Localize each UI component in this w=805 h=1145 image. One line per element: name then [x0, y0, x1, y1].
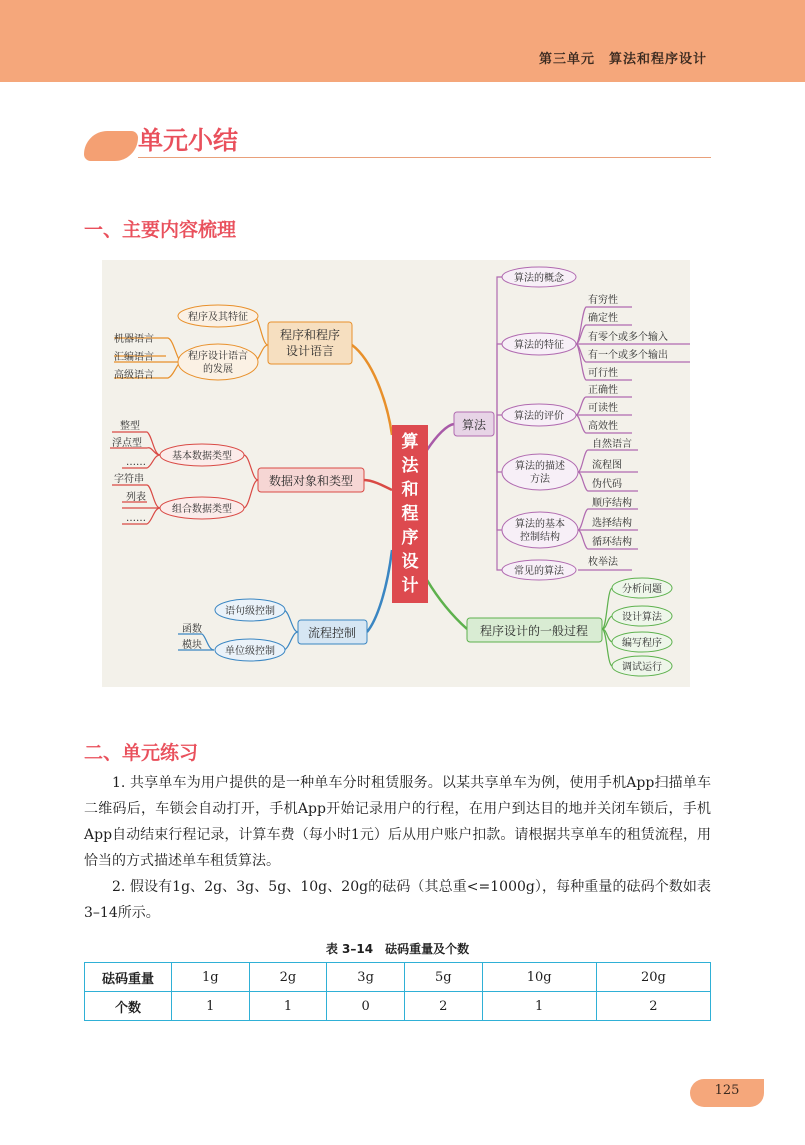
header-band — [0, 0, 805, 82]
link-language-program — [254, 316, 268, 345]
common-item: 枚举法 — [588, 557, 618, 568]
basic-item-1: 整型 — [120, 421, 140, 432]
count-cell: 1 — [249, 992, 327, 1021]
chapter-title: 第三单元 算法和程序设计 — [538, 52, 707, 67]
count-header: 个数 — [85, 992, 172, 1021]
center-char-7: 计 — [401, 576, 419, 596]
feature-item-3: 有零个或多个输入 — [588, 332, 668, 343]
unit-control-label: 单位级控制 — [225, 646, 275, 657]
mind-map-graphic — [102, 260, 690, 687]
description-item-3: 伪代码 — [592, 479, 622, 490]
link-center-flow — [367, 550, 392, 632]
composite-item-1: 字符串 — [114, 474, 144, 485]
evaluation-item-3: 高效性 — [588, 421, 618, 432]
control-item-2: 选择结构 — [592, 518, 632, 529]
exercise-2: 2. 假设有1g、2g、3g、5g、10g、20g的砝码（其总重<=1000g），每种重量的砝码个数如表3–14所示。 — [84, 879, 711, 921]
link-center-language — [352, 345, 392, 435]
evaluation-label: 算法的评价 — [514, 411, 564, 422]
link-algorithm-evaluation — [497, 415, 502, 424]
section-divider — [138, 157, 711, 158]
process-item-4: 调试运行 — [622, 662, 662, 673]
exercise-1: 1. 共享单车为用户提供的是一种单车分时租赁服务。以某共享单车为例，使用手机App扫描单车二维码后，车锁会自动打开，手机App开始记录用户的行程，在用户到达目的地并关闭车锁后，手机App自动结束行程记录，计算车费（每小时1元）后从用户账户扣款。请根据共享单车的租赁流程，用恰当的方式描述单车租赁算法。 — [84, 775, 711, 869]
link-algorithm-features — [497, 344, 502, 424]
link-data-composite — [244, 480, 258, 508]
basic-item-2: 浮点型 — [112, 438, 142, 449]
evaluation-item-2: 可读性 — [588, 403, 618, 414]
description-item-2: 流程图 — [592, 460, 622, 471]
basic-types-label: 基本数据类型 — [172, 451, 232, 462]
heading-content-summary: 一、主要内容梳理 — [84, 219, 237, 241]
node-data-label: 数据对象和类型 — [268, 474, 354, 488]
center-char-1: 算 — [401, 432, 419, 452]
heading-unit-exercises: 二、单元练习 — [84, 742, 199, 764]
program-label: 程序及其特征 — [188, 312, 248, 323]
weight-cell: 10g — [482, 963, 596, 992]
weight-cell: 3g — [327, 963, 405, 992]
composite-types-label: 组合数据类型 — [172, 504, 232, 515]
center-char-4: 程 — [401, 504, 419, 524]
composite-item-3: …… — [126, 513, 146, 524]
feature-item-2: 确定性 — [588, 313, 618, 324]
development-item-3: 高级语言 — [114, 370, 154, 381]
page-number: 125 — [714, 1083, 740, 1098]
center-char-5: 序 — [401, 528, 419, 548]
link-algorithm-control — [497, 424, 502, 530]
table-row — [85, 992, 711, 1021]
center-char-2: 法 — [401, 456, 419, 476]
node-flow-label: 流程控制 — [307, 626, 357, 640]
link-algorithm-description — [497, 424, 502, 472]
weight-cell: 5g — [404, 963, 482, 992]
description-line1: 算法的描述 — [515, 461, 565, 472]
node-language-line2: 设计语言 — [285, 344, 335, 358]
center-char-6: 设 — [401, 552, 419, 572]
weight-cell: 20g — [596, 963, 710, 992]
control-line2: 控制结构 — [520, 532, 560, 543]
count-cell: 1 — [172, 992, 250, 1021]
unit-item-1: 函数 — [182, 624, 202, 635]
development-item-1: 机器语言 — [114, 334, 154, 345]
description-item-1: 自然语言 — [592, 439, 632, 450]
weight-header: 砝码重量 — [85, 963, 172, 992]
composite-item-2: 列表 — [126, 492, 146, 503]
count-cell: 1 — [482, 992, 596, 1021]
link-center-process — [427, 580, 467, 629]
count-cell: 2 — [596, 992, 710, 1021]
link-center-algorithm — [427, 424, 454, 450]
feature-item-1: 有穷性 — [588, 295, 618, 306]
node-language-line1: 程序和程序 — [279, 328, 341, 342]
features-label: 算法的特征 — [514, 340, 564, 351]
node-algorithm-label: 算法 — [461, 418, 487, 432]
feature-item-4: 有一个或多个输出 — [588, 350, 668, 361]
link-algorithm-concept — [497, 277, 502, 424]
feature-item-5: 可行性 — [588, 368, 618, 379]
link-flow-statement — [284, 610, 298, 632]
control-item-3: 循环结构 — [592, 537, 632, 548]
node-process-label: 程序设计的一般过程 — [479, 624, 589, 638]
control-item-1: 顺序结构 — [592, 498, 632, 509]
weights-table — [84, 962, 711, 1021]
statement-control-label: 语句级控制 — [225, 606, 275, 617]
control-line1: 算法的基本 — [515, 519, 565, 530]
process-item-2: 设计算法 — [622, 612, 662, 623]
weight-cell: 1g — [172, 963, 250, 992]
link-data-basic — [244, 455, 258, 480]
development-item-2: 汇编语言 — [114, 352, 154, 363]
link-center-data — [364, 480, 392, 490]
link-algorithm-common — [497, 424, 502, 570]
count-cell: 2 — [404, 992, 482, 1021]
description-line2: 方法 — [530, 474, 550, 485]
concept-label: 算法的概念 — [514, 273, 564, 284]
mind-map — [102, 260, 690, 687]
unit-item-2: 模块 — [182, 640, 202, 651]
process-item-1: 分析问题 — [622, 584, 662, 595]
development-line2: 的发展 — [203, 364, 233, 375]
common-label: 常见的算法 — [514, 566, 564, 577]
table-caption: 表 3–14 砝码重量及个数 — [325, 942, 470, 956]
table-row — [85, 963, 711, 992]
center-char-3: 和 — [401, 480, 419, 500]
process-item-3: 编写程序 — [622, 638, 662, 649]
section-ornament — [84, 131, 138, 161]
weight-cell: 2g — [249, 963, 327, 992]
link-flow-unit — [284, 632, 298, 650]
count-cell: 0 — [327, 992, 405, 1021]
section-title: 单元小结 — [138, 126, 239, 155]
basic-item-3: …… — [126, 457, 146, 468]
development-line1: 程序设计语言 — [188, 351, 248, 362]
evaluation-item-1: 正确性 — [588, 385, 618, 396]
